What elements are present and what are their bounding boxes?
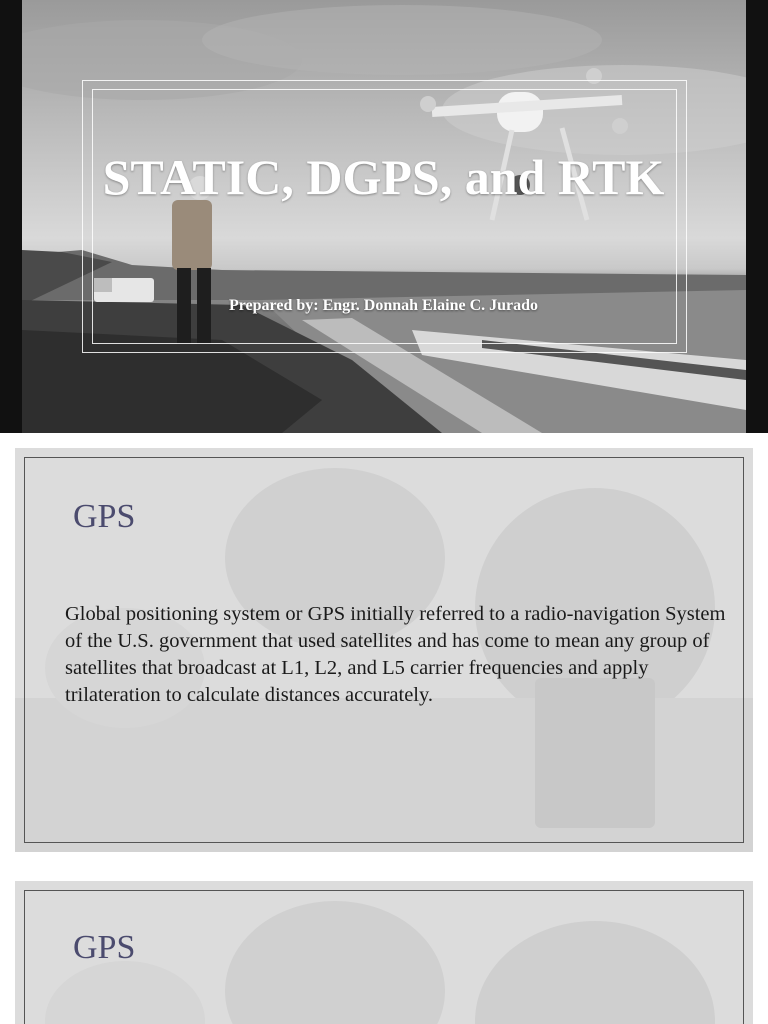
- slide-heading: GPS: [73, 929, 136, 966]
- slide-gps-definition: [15, 448, 753, 852]
- presenter-credit: Prepared by: Engr. Donnah Elaine C. Jurado: [228, 297, 539, 314]
- slide-gps-continued: [15, 881, 753, 1024]
- title-slide: [0, 0, 768, 433]
- slide-heading: GPS: [73, 498, 136, 535]
- slide-body-text: Global positioning system or GPS initially referred to a radio-navigation System of the U.S. government that used satellites and has come to mean any group of satellites that broadcast at L1, L2, and L5 carrier frequencies and apply trilateration to calculate distances accurately.: [65, 603, 726, 706]
- presentation-title: STATIC, DGPS, and RTK: [102, 149, 665, 205]
